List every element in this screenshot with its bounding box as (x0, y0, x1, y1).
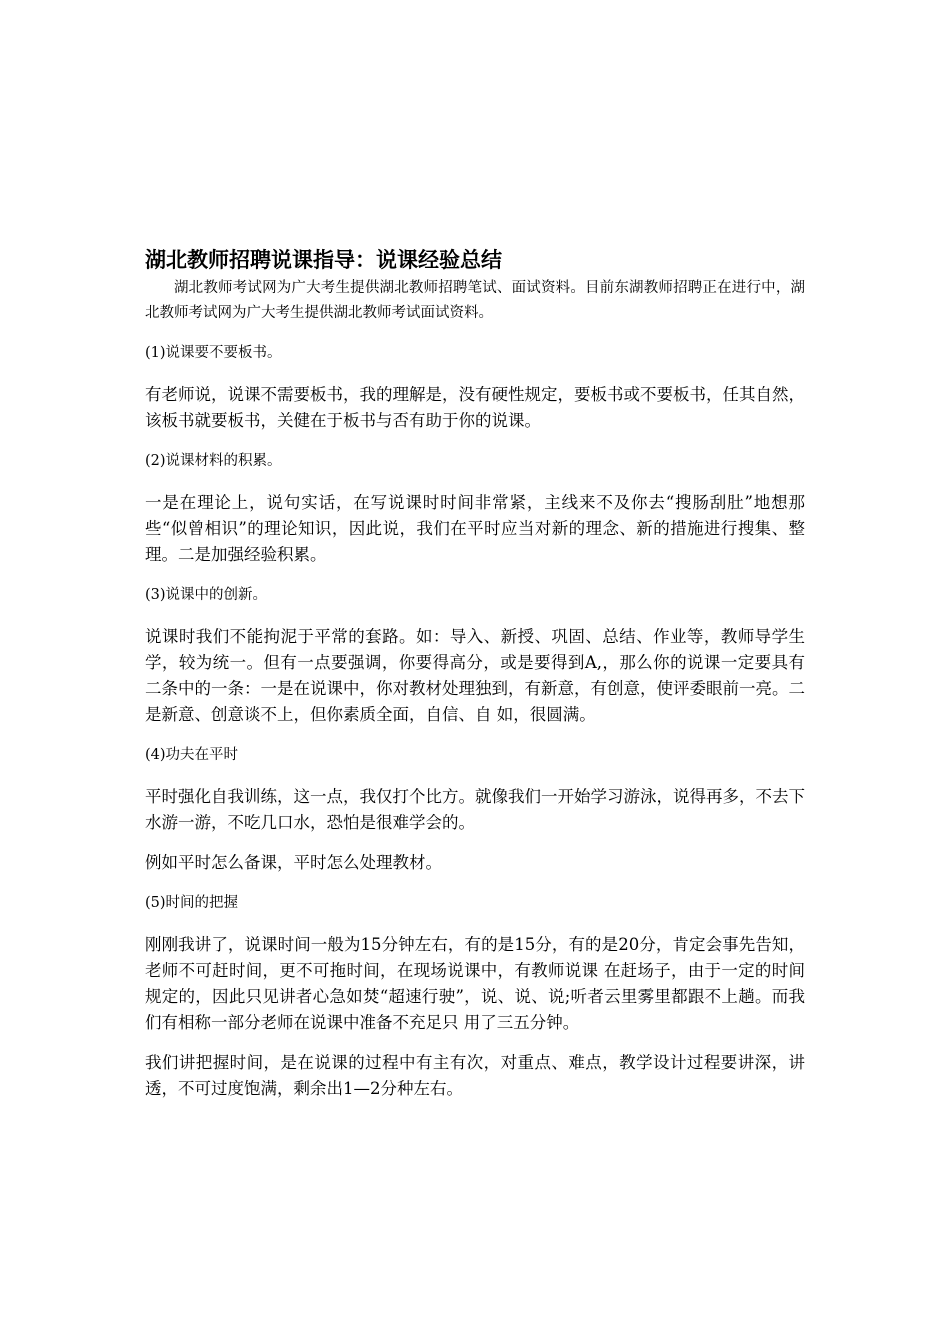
section-paragraph-2-1: 一是在理论上，说句实话，在写说课时时间非常紧，主线来不及你去“搜肠刮肚”地想那些“似曾相识”的理论知识，因此说，我们在平时应当对新的理念、新的措施进行搜集、整理。二是加强经验积累。 (145, 493, 805, 564)
section-heading-1: (1)说课要不要板书。 (145, 345, 282, 361)
intro-paragraph: 湖北教师考试网为广大考生提供湖北教师招聘笔试、面试资料。目前东湖教师招聘正在进行中，湖北教师考试网为广大考生提供湖北教师考试面试资料。 (145, 280, 805, 321)
section-paragraph-4-1: 平时强化自我训练，这一点，我仅打个比方。就像我们一开始学习游泳，说得再多，不去下水游一游，不吃几口水，恐怕是很难学会的。 (145, 787, 805, 832)
section-heading-4: (4)功夫在平时 (145, 747, 239, 763)
section-paragraph-1-1: 有老师说，说课不需要板书，我的理解是，没有硬性规定，要板书或不要板书，任其自然，该板书就要板书，关健在于板书与否有助于你的说课。 (145, 385, 805, 430)
section-heading-3: (3)说课中的创新。 (145, 587, 268, 603)
section-heading-5: (5)时间的把握 (145, 895, 239, 911)
section-paragraph-4-2: 例如平时怎么备课，平时怎么处理教材。 (145, 853, 442, 872)
document-page (145, 244, 805, 1116)
document-title: 湖北教师招聘说课指导：说课经验总结 (145, 248, 502, 272)
section-paragraph-5-2: 我们讲把握时间，是在说课的过程中有主有次，对重点、难点，教学设计过程要讲深，讲透，不可过度饱满，剩余出1—2分种左右。 (145, 1053, 805, 1098)
section-paragraph-5-1: 刚刚我讲了，说课时间一般为15分钟左右，有的是15分，有的是20分，肯定会事先告知，老师不可赶时间，更不可拖时间，在现场说课中，有教师说课 在赶场子，由于一定的时间规定的，因此只见讲者心急如焚“超速行驶”，说、说、说;听者云里雾里都跟不上趟。而我们有相称一部分老师在说课中准备不充足只 用了三五分钟。 (145, 935, 805, 1032)
section-heading-2: (2)说课材料的积累。 (145, 453, 282, 469)
section-paragraph-3-1: 说课时我们不能拘泥于平常的套路。如：导入、新授、巩固、总结、作业等，教师导学生学，较为统一。但有一点要强调，你要得高分，或是要得到A,，那么你的说课一定要具有二条中的一条：一是在说课中，你对教材处理独到，有新意，有创意，使评委眼前一亮。二是新意、创意谈不上，但你素质全面，自信、自 如，很圆满。 (145, 627, 805, 724)
